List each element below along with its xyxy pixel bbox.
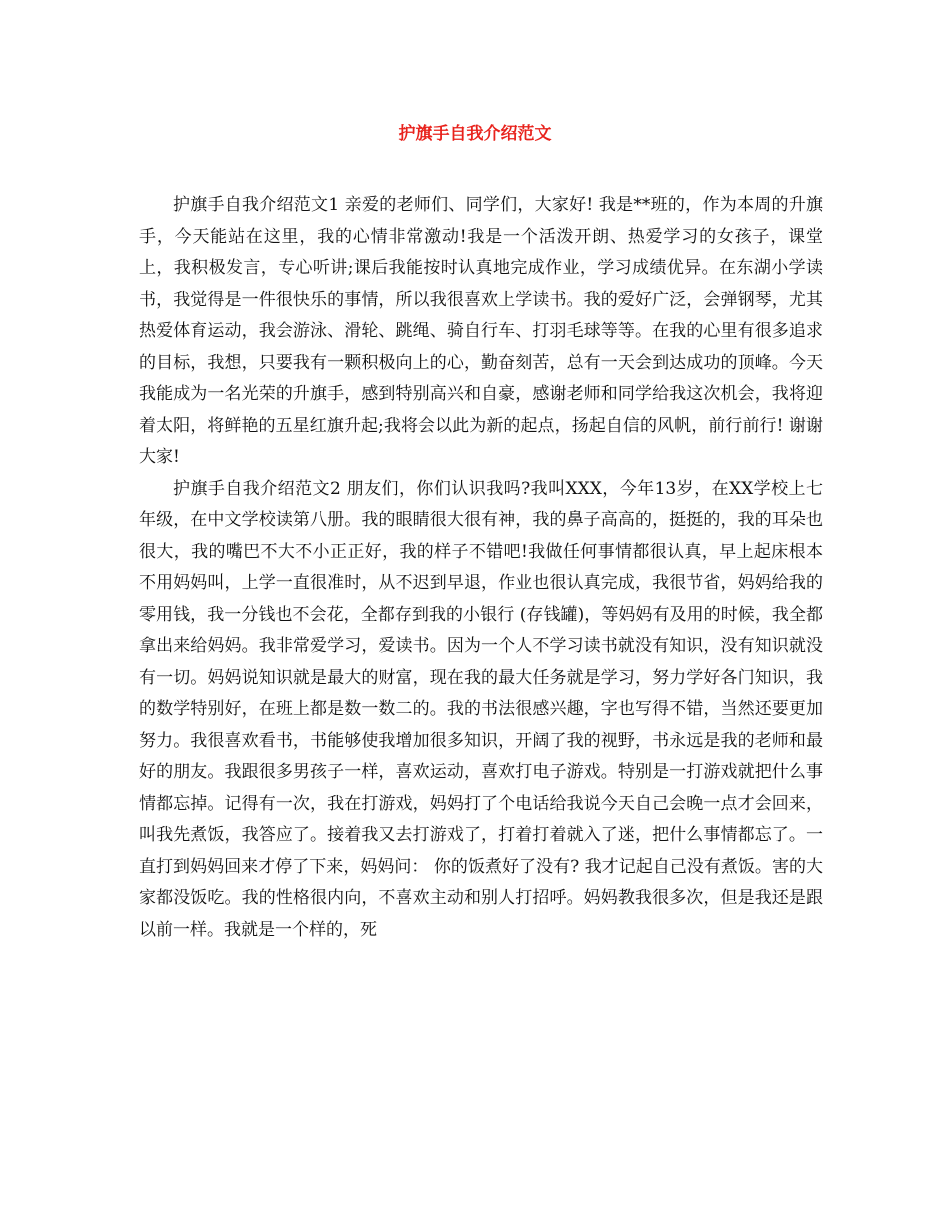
paragraph-1: 护旗手自我介绍范文1 亲爱的老师们、同学们，大家好! 我是**班的，作为本周的升旗手，今天能站在这里，我的心情非常激动!我是一个活泼开朗、热爱学习的女孩子，课堂上，我积极发言，专心听讲;课后我能按时认真地完成作业，学习成绩优异。在东湖小学读书，我觉得是一件很快乐的事情，所以我很喜欢上学读书。我的爱好广泛，会弹钢琴，尤其热爱体育运动，我会游泳、滑轮、跳绳、骑自行车、打羽毛球等等。在我的心里有很多追求的目标，我想，只要我有一颗积极向上的心，勤奋刻苦，总有一天会到达成功的顶峰。今天我能成为一名光荣的升旗手，感到特别高兴和自豪，感谢老师和同学给我这次机会，我将迎着太阳，将鲜艳的五星红旗升起;我将会以此为新的起点，扬起自信的风帆，前行前行! 谢谢大家! <box>139 195 823 467</box>
document-title: 护旗手自我介绍范文 <box>398 124 552 144</box>
paragraph-2: 护旗手自我介绍范文2 朋友们，你们认识我吗?我叫XXX，今年13岁，在XX学校上七年级，在中文学校读第八册。我的眼睛很大很有神，我的鼻子高高的，挺挺的，我的耳朵也很大，我的嘴巴不大不小正正好，我的样子不错吧!我做任何事情都很认真，早上起床根本不用妈妈叫，上学一直很准时，从不迟到早退，作业也很认真完成，我很节省，妈妈给我的零用钱，我一分钱也不会花，全都存到我的小银行 (存钱罐)，等妈妈有及用的时候，我全都拿出来给妈妈。我非常爱学习，爱读书。因为一个人不学习读书就没有知识，没有知识就没有一切。妈妈说知识就是最大的财富，现在我的最大任务就是学习，努力学好各门知识，我的数学特别好，在班上都是数一数二的。我的书法很感兴趣，字也写得不错，当然还要更加努力。我很喜欢看书，书能够使我增加很多知识，开阔了我的视野，书永远是我的老师和最好的朋友。我跟很多男孩子一样，喜欢运动，喜欢打电子游戏。特别是一打游戏就把什么事情都忘掉。记得有一次，我在打游戏，妈妈打了个电话给我说今天自己会晚一点才会回来，叫我先煮饭，我答应了。接着我又去打游戏了，打着打着就入了迷，把什么事情都忘了。一直打到妈妈回来才停了下来，妈妈问： 你的饭煮好了没有? 我才记起自己没有煮饭。害的大家都没饭吃。我的性格很内向，不喜欢主动和别人打招呼。妈妈教我很多次，但是我还是跟以前一样。我就是一个样的，死 <box>139 478 823 940</box>
document-body <box>139 190 823 946</box>
